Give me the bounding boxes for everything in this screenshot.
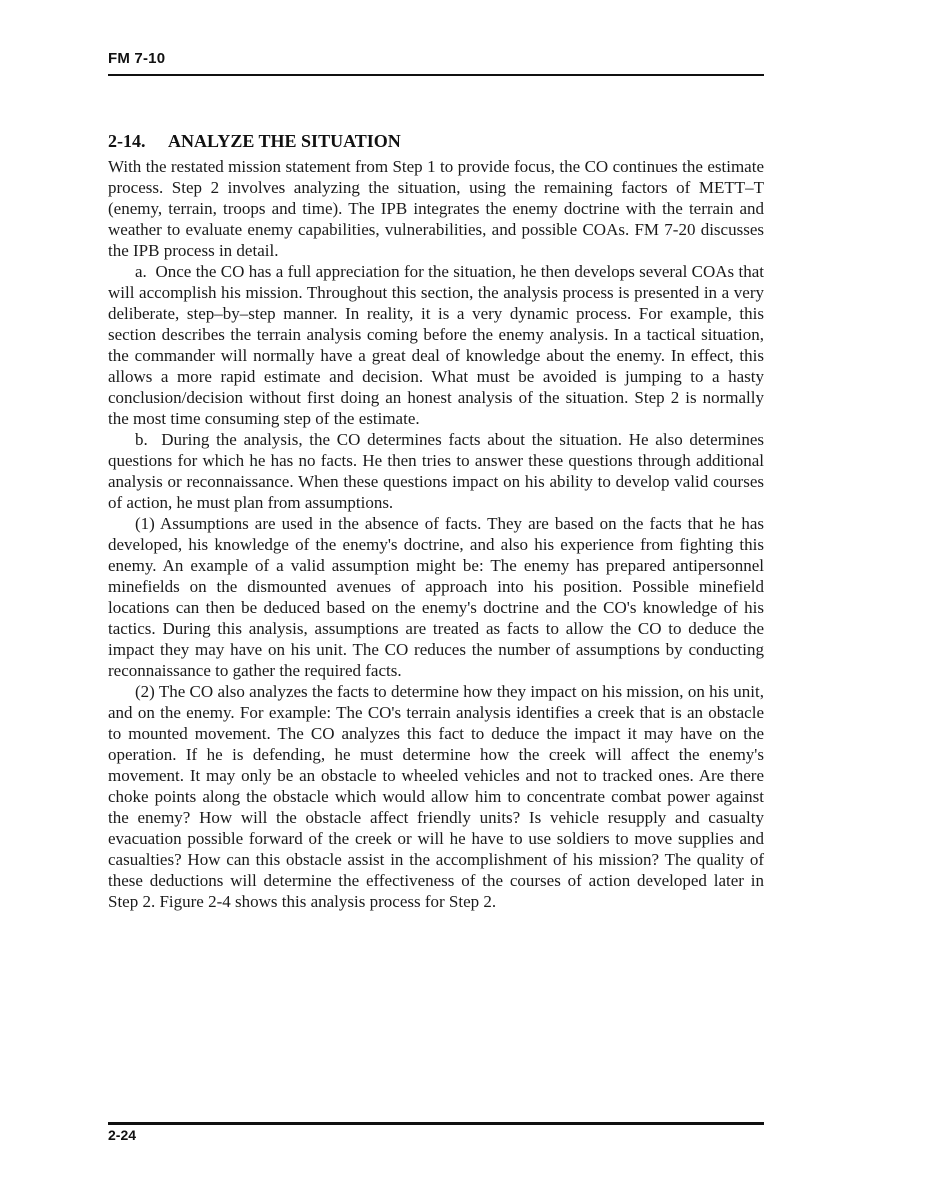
paragraph-intro: With the restated mission statement from Step 1 to provide focus, the CO continues the estimate process. Step 2 involves analyzing the situation, using the remaining factors of METT–T (enemy, terrain, troops and time). The IPB integrates the enemy doctrine with the terrain and weather to evaluate enemy capabilities, vulnerabilities, and possible COAs. FM 7-20 discusses the IPB process in detail. (108, 157, 764, 260)
page-body (108, 130, 764, 912)
paragraph-a: a. Once the CO has a full appreciation for the situation, he then develops several COAs that will accomplish his mission. Throughout this section, the analysis process is presented in a very deliberate, step–by–step manner. In reality, it is a very dynamic process. For example, this section describes the terrain analysis coming before the enemy analysis. In a tactical situation, the commander will normally have a great deal of knowledge about the enemy. In effect, this allows a more rapid estimate and decision. What must be avoided is jumping to a hasty conclusion/decision without first doing an honest analysis of the situation. Step 2 is normally the most time consuming step of the estimate. (108, 262, 764, 428)
paragraph-b: b. During the analysis, the CO determines facts about the situation. He also determines questions for which he has no facts. He then tries to answer these questions through additional analysis or reconnaissance. When these questions impact on his ability to develop valid courses of action, he must plan from assumptions. (108, 430, 764, 512)
header-rule (108, 74, 764, 76)
section-title: ANALYZE THE SITUATION (168, 131, 401, 151)
running-header-doc-id: FM 7-10 (108, 50, 166, 67)
page-number-label: 2-24 (108, 1127, 137, 1143)
section-number: 2-14. (108, 131, 146, 151)
paragraph-sub-2: (2) The CO also analyzes the facts to determine how they impact on his mission, on his unit, and on the enemy. For example: The CO's terrain analysis identifies a creek that is an obstacle to mounted movement. The CO analyzes this fact to deduce the impact it may have on the operation. If he is defending, he must determine how the creek will affect the enemy's movement. It may only be an obstacle to wheeled vehicles and not to tracked ones. Are there choke points along the obstacle which would allow him to concentrate combat power against the enemy? How will the obstacle affect friendly units? Is vehicle resupply and casualty evacuation possible forward of the creek or will he have to use soldiers to move supplies and casualties? How can this obstacle assist in the accomplishment of his mission? The quality of these deductions will determine the effectiveness of the courses of action developed later in Step 2. Figure 2-4 shows this analysis process for Step 2. (108, 682, 764, 911)
section-heading (108, 130, 764, 153)
paragraph-sub-1: (1) Assumptions are used in the absence of facts. They are based on the facts that he has developed, his knowledge of the enemy's doctrine, and also his experience from fighting this enemy. An example of a valid assumption might be: The enemy has prepared antipersonnel minefields on the dismounted avenues of approach into his position. Possible minefield locations can then be deduced based on the enemy's doctrine and the CO's knowledge of his tactics. During this analysis, assumptions are treated as facts to allow the CO to deduce the impact they may have on his unit. The CO reduces the number of assumptions by conducting reconnaissance to gather the required facts. (108, 514, 764, 680)
footer-rule (108, 1122, 764, 1125)
